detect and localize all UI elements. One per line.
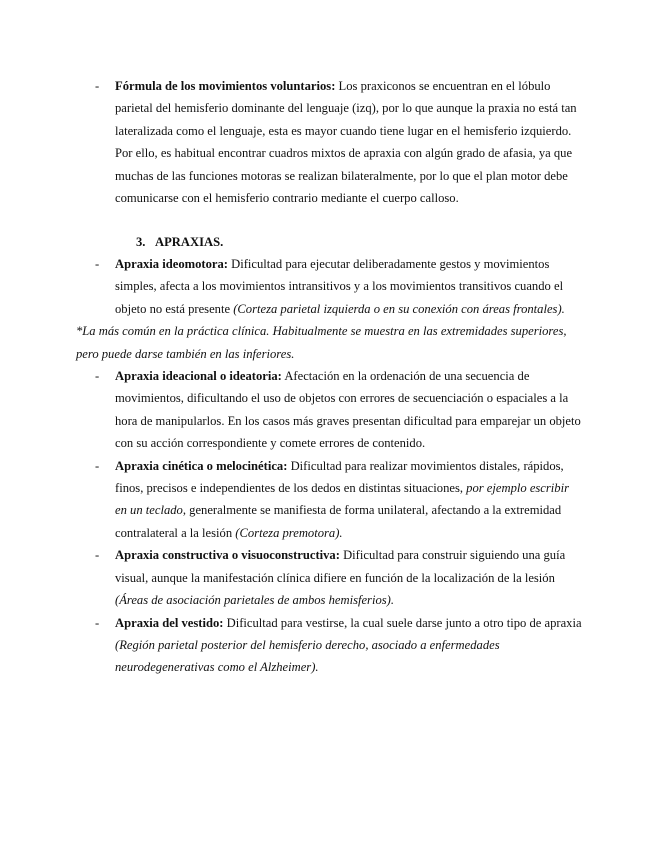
term-label: Apraxia del vestido: (115, 615, 224, 630)
bullet-dash: - (95, 458, 100, 473)
bullet-dash: - (95, 257, 100, 271)
list-item-constructiva (95, 544, 583, 611)
item-text: Los praxiconos se encuentran en el lóbulo parietal del hemisferio dominante del lenguaje (izq), por lo que aunque la praxia no está tan lateralizada como el lenguaje, esta es mayor cuando tiene lugar en el hemisferio izquierdo. Por ello, es habitual encontrar cuadros mixtos de apraxia con algún grado de afasia, ya que muchas de las funciones motoras se realizan bilateralmente, por lo que el plan motor debe comunicarse con el hemisferio contrario mediante el cuerpo calloso. (115, 79, 577, 206)
section-title: APRAXIAS. (155, 235, 224, 249)
list-item-ideomotora (95, 253, 583, 320)
item-italic: (Región parietal posterior del hemisferio derecho, asociado a enfermedades neurodegenerativas como el Alzheimer). (115, 637, 500, 675)
bullet-dash: - (95, 79, 100, 93)
section-heading (136, 231, 223, 253)
list-item-vestido (95, 612, 583, 679)
item-italic: (Áreas de asociación parietales de ambos hemisferios). (115, 593, 394, 608)
item-italic: por ejemplo escribir en un teclado (115, 481, 569, 518)
term-label: Fórmula de los movimientos voluntarios: (115, 79, 336, 93)
item-text: Dificultad para construir siguiendo una guía visual, aunque la manifestación clínica difiere en función de la localización de la lesión (115, 548, 566, 585)
item-italic-after: (Corteza premotora). (235, 525, 343, 540)
intro-section (0, 75, 583, 209)
item-text: Afectación en la ordenación de una secuencia de movimientos, dificultando el uso de objetos con errores de secuenciación o espaciales a la hora de manipularlos. En los casos más graves presentan dificultad para emparejar un objeto con su acción correspondiente y comete errores de contenido. (115, 369, 581, 451)
clinical-note: *La más común en la práctica clínica. Habitualmente se muestra en las extremidades superiores, pero puede darse también en las inferiores. (76, 324, 567, 361)
section-number: 3. (136, 235, 146, 249)
apraxias-section (0, 253, 586, 679)
term-label: Apraxia cinética o melocinética: (115, 458, 288, 473)
list-item-cinetica (95, 455, 583, 545)
term-label: Apraxia constructiva o visuoconstructiva: (115, 548, 340, 563)
item-italic: (Corteza parietal izquierda o en su conexión con áreas frontales). (233, 301, 565, 316)
list-item-formula (95, 75, 583, 209)
bullet-dash: - (95, 548, 100, 563)
item-text-after: , generalmente se manifiesta de forma unilateral, afectando a la extremidad contralateral a la lesión (115, 503, 562, 540)
bullet-dash: - (95, 615, 100, 630)
term-label: Apraxia ideomotora: (115, 257, 228, 271)
term-label: Apraxia ideacional o ideatoria: (115, 369, 282, 384)
item-text: Dificultad para ejecutar deliberadamente gestos y movimientos simples, afecta a los movimientos intransitivos y a los movimientos transitivos cuando el objeto no está presente (115, 257, 564, 316)
bullet-dash: - (95, 369, 100, 384)
item-text: Dificultad para vestirse, la cual suele darse junto a otro tipo de apraxia (223, 615, 582, 630)
item-text: Dificultad para realizar movimientos distales, rápidos, finos, precisos e independientes de los dedos en distintas situaciones, (115, 458, 564, 496)
list-item-ideacional (95, 365, 583, 455)
